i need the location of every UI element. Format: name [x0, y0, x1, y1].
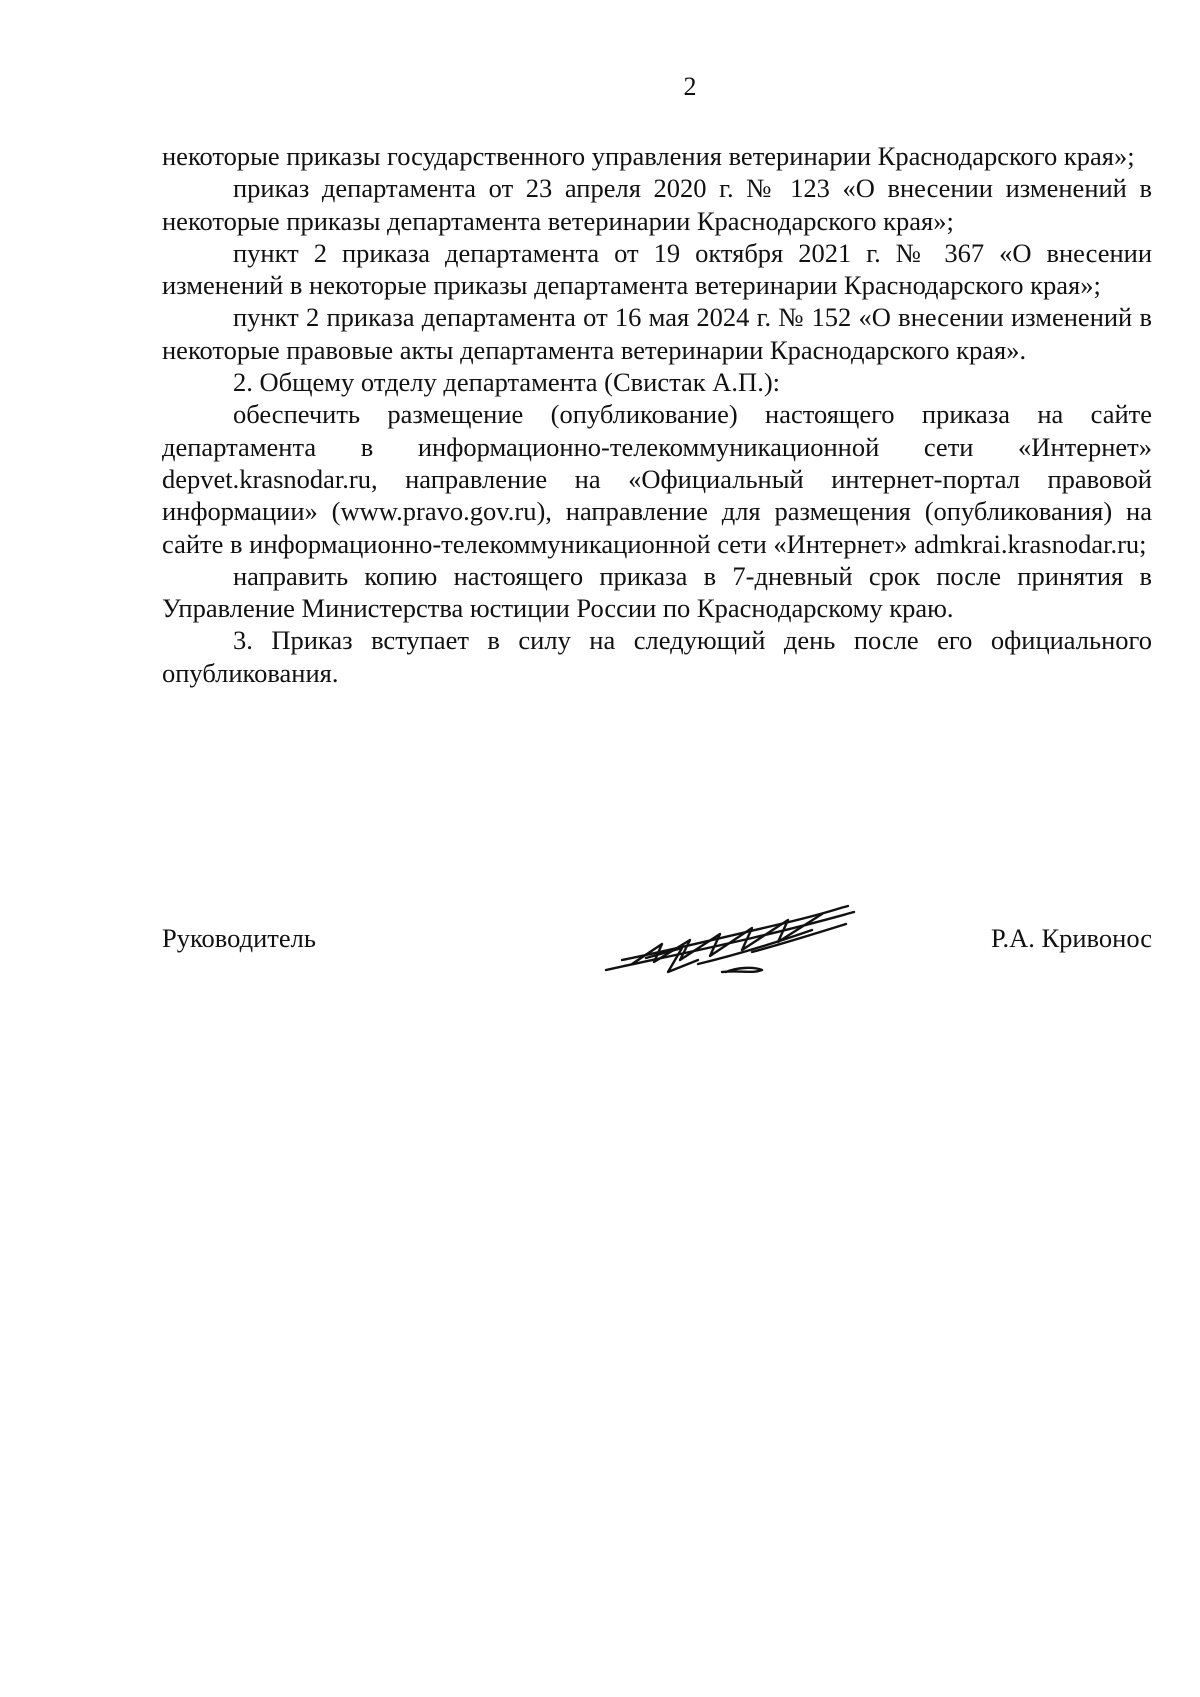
signatory-position: Руководитель [162, 923, 316, 953]
signatory-name: Р.А. Кривонос [991, 923, 1152, 953]
page-number: 2 [683, 72, 697, 101]
paragraph: пункт 2 приказа департамента от 19 октября 2021 г. № 367 «О внесении изменений в некоторые приказы департамента ветеринарии Краснодарского края»; [162, 237, 1152, 301]
signature-block [162, 900, 1152, 1000]
paragraph: некоторые приказы государственного управления ветеринарии Краснодарского края»; [162, 141, 1135, 171]
paragraph: обеспечить размещение (опубликование) настоящего приказа на сайте департамента в информационно-телекоммуникационной сети «Интернет» depvet.krasnodar.ru, направление на «Официальный интернет-портал правовой информации» (www.pravo.gov.ru), направление для размещения (опубликования) на сайте в информационно-телекоммуникационной сети «Интернет» admkrai.krasnodar.ru; [162, 399, 1152, 559]
document-body [162, 140, 1152, 689]
paragraph: пункт 2 приказа департамента от 16 мая 2024 г. № 152 «О внесении изменений в некоторые правовые акты департамента ветеринарии Краснодарского края». [162, 302, 1152, 365]
paragraph: 3. Приказ вступает в силу на следующий день после его официального опубликования. [162, 625, 1152, 688]
handwritten-signature [602, 900, 862, 980]
paragraph: 2. Общему отделу департамента (Свистак А.П.): [233, 367, 781, 398]
paragraph: приказ департамента от 23 апреля 2020 г. № 123 «О внесении изменений в некоторые приказы департамента ветеринарии Краснодарского края»; [162, 173, 1152, 236]
paragraph: направить копию настоящего приказа в 7-дневный срок после принятия в Управление Министерства юстиции России по Краснодарскому краю. [162, 560, 1152, 624]
